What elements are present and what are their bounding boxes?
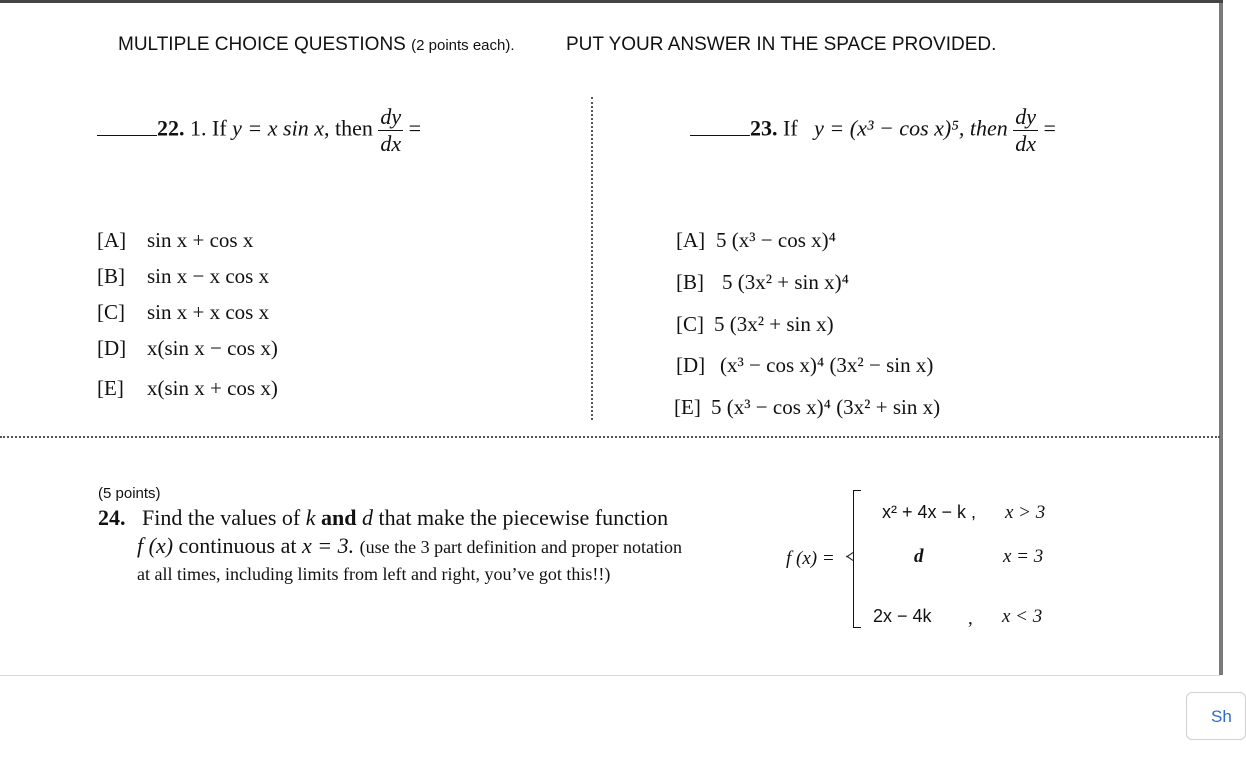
q24-line-2 bbox=[137, 533, 682, 559]
choice-text: (x³ − cos x)⁴ (3x² − sin x) bbox=[720, 353, 934, 377]
q24-note: at all times, including limits from left and right, you’ve got this!!) bbox=[137, 564, 611, 584]
q24-text: Find the values of bbox=[142, 505, 301, 530]
q24-points: (5 points) bbox=[98, 485, 161, 502]
scrollbar[interactable] bbox=[1219, 3, 1223, 675]
q23-number: 23. bbox=[750, 115, 778, 141]
piecewise-row-2-expr bbox=[914, 546, 924, 568]
q22-then: , then bbox=[323, 115, 373, 141]
choice-label: [D] bbox=[676, 353, 706, 377]
q23-dy: dy bbox=[1015, 104, 1037, 129]
section-header bbox=[118, 34, 997, 56]
choice-text: sin x − x cos x bbox=[147, 264, 270, 288]
choice-label: [A] bbox=[676, 228, 706, 252]
choice-label: [A] bbox=[97, 228, 127, 252]
q23-choice-b bbox=[676, 270, 849, 295]
q24-and: and bbox=[321, 505, 357, 530]
q22-choice-e bbox=[97, 376, 278, 401]
piecewise-lhs bbox=[786, 548, 835, 570]
piecewise-lhs-text: f (x) = bbox=[786, 548, 835, 569]
q23-choice-a bbox=[676, 228, 836, 253]
piecewise-brace bbox=[853, 490, 868, 628]
choice-label: [B] bbox=[97, 264, 125, 288]
horizontal-divider bbox=[0, 436, 1220, 438]
choice-text: x(sin x + cos x) bbox=[147, 376, 278, 400]
q22-number: 22. bbox=[157, 115, 185, 141]
condition-text: x = 3 bbox=[1003, 546, 1044, 567]
question-23 bbox=[690, 104, 1056, 157]
q23-equals: = bbox=[1043, 115, 1056, 141]
condition-text: x > 3 bbox=[1005, 502, 1046, 523]
q22-derivative bbox=[378, 104, 403, 157]
choice-label: [E] bbox=[674, 395, 701, 419]
header-instruction: PUT YOUR ANSWER IN THE SPACE PROVIDED. bbox=[566, 34, 997, 55]
piecewise-row-3-sep: , bbox=[968, 608, 973, 629]
q24-text: continuous at bbox=[178, 533, 297, 558]
q23-choice-e bbox=[674, 395, 940, 420]
piecewise-row-1-expr: x² + 4x − k , bbox=[882, 502, 977, 522]
q23-then: , then bbox=[958, 115, 1008, 141]
q22-dy: dy bbox=[380, 104, 402, 129]
q22-choice-a bbox=[97, 228, 253, 253]
piecewise-row-3-expr: 2x − 4k bbox=[873, 606, 932, 626]
q23-choice-d bbox=[676, 353, 933, 378]
choice-text: 5 (3x² + sin x) bbox=[714, 312, 834, 336]
choice-label: [B] bbox=[676, 270, 704, 294]
piecewise-row-1-cond bbox=[1005, 502, 1045, 524]
page-bottom-line bbox=[0, 675, 1220, 676]
choice-text: x(sin x − cos x) bbox=[147, 336, 278, 360]
q23-dx: dx bbox=[1015, 131, 1037, 156]
q22-choice-d bbox=[97, 336, 278, 361]
choice-label: [E] bbox=[97, 376, 124, 400]
q23-derivative bbox=[1013, 104, 1038, 157]
share-button[interactable]: Sh bbox=[1186, 692, 1246, 740]
q24-note: (use the 3 part definition and proper notation bbox=[359, 537, 683, 557]
q24-k: k bbox=[305, 505, 316, 530]
q22-equals: = bbox=[408, 115, 422, 141]
q22-choice-c bbox=[97, 300, 269, 325]
choice-label: [C] bbox=[97, 300, 125, 324]
q22-dx: dx bbox=[380, 131, 402, 156]
answer-blank-23[interactable] bbox=[690, 109, 750, 136]
choice-label: [D] bbox=[97, 336, 127, 360]
choice-text: 5 (3x² + sin x)⁴ bbox=[722, 270, 849, 294]
q24-d: d bbox=[362, 505, 374, 530]
choice-text: sin x + cos x bbox=[147, 228, 254, 252]
header-title: MULTIPLE CHOICE QUESTIONS bbox=[118, 34, 406, 55]
q23-equation: y = (x³ − cos x)⁵ bbox=[814, 115, 959, 141]
q24-fx: f (x) bbox=[137, 533, 174, 558]
q24-number: 24. bbox=[98, 505, 126, 530]
answer-blank-22[interactable] bbox=[97, 109, 157, 136]
q22-prefix: 1. If bbox=[190, 115, 227, 141]
question-22 bbox=[97, 104, 421, 157]
top-border bbox=[0, 0, 1223, 3]
q24-text: that make the piecewise function bbox=[378, 505, 669, 530]
vertical-divider bbox=[591, 97, 593, 420]
q24-line-1 bbox=[98, 505, 668, 531]
choice-text: 5 (x³ − cos x)⁴ bbox=[716, 228, 836, 252]
condition-text: x < 3 bbox=[1002, 606, 1043, 627]
d-text: d bbox=[914, 546, 924, 567]
q24-line-3 bbox=[137, 560, 610, 586]
q22-choice-b bbox=[97, 264, 269, 289]
piecewise-row-3-cond bbox=[1002, 606, 1042, 628]
header-points: (2 points each). bbox=[411, 37, 515, 54]
q24-condition: x = 3. bbox=[301, 533, 355, 558]
piecewise-row-2-cond bbox=[1003, 546, 1043, 568]
q23-choice-c bbox=[676, 312, 834, 337]
choice-label: [C] bbox=[676, 312, 704, 336]
q23-prefix: If bbox=[783, 115, 798, 141]
q22-equation: y = x sin x bbox=[232, 115, 324, 141]
choice-text: 5 (x³ − cos x)⁴ (3x² + sin x) bbox=[711, 395, 941, 419]
choice-text: sin x + x cos x bbox=[147, 300, 270, 324]
